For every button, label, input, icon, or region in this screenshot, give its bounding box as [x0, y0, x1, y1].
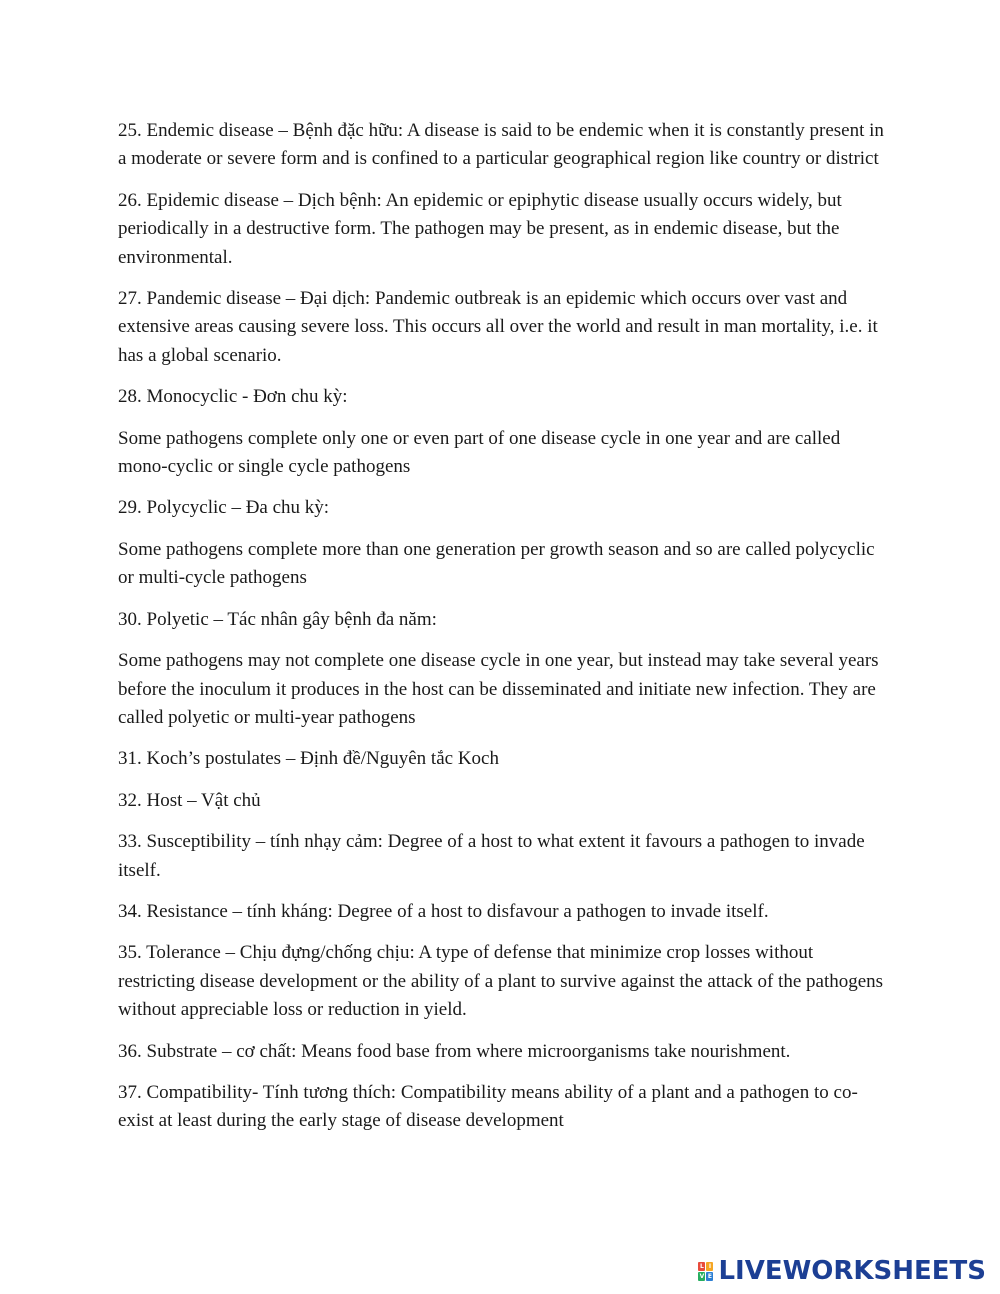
paragraph-29-body: Some pathogens complete more than one generation per growth season and so are called polycyclic or multi-cycle pathogens	[118, 538, 875, 589]
paragraph-37: 37. Compatibility- Tính tương thích: Compatibility means ability of a plant and a pathogen to co-exist at least during the early stage of disease development	[118, 1081, 858, 1132]
paragraph-25: 25. Endemic disease – Bệnh đặc hữu: A disease is said to be endemic when it is constantly present in a moderate or severe form and is confined to a particular geographical region like country or district	[118, 120, 884, 170]
logo-mark-letter: E	[707, 1272, 712, 1280]
logo-mark-letter: L	[700, 1262, 704, 1270]
paragraph-30-body: Some pathogens may not complete one disease cycle in one year, but instead may take several years before the inoculum it produces in the host can be disseminated and initiate new infection. They are called polyetic or multi-year pathogens	[118, 650, 879, 728]
paragraph-31: 31. Koch’s postulates – Định đề/Nguyên tắc Koch	[118, 748, 499, 770]
paragraph-28-body: Some pathogens complete only one or even part of one disease cycle in one year and are called mono-cyclic or single cycle pathogens	[118, 427, 841, 478]
logo-mark-letter: I	[706, 1262, 713, 1271]
liveworksheets-mark-icon	[698, 1262, 713, 1281]
paragraph-28-heading: 28. Monocyclic - Đơn chu kỳ:	[118, 386, 348, 408]
paragraph-29-heading: 29. Polycyclic – Đa chu kỳ:	[118, 497, 330, 519]
paragraph-36: 36. Substrate – cơ chất: Means food base from where microorganisms take nourishment.	[118, 1040, 791, 1062]
paragraph-33: 33. Susceptibility – tính nhạy cảm: Degree of a host to what extent it favours a pathogen to invade itself.	[118, 831, 865, 881]
paragraph-35: 35. Tolerance – Chịu đựng/chống chịu: A type of defense that minimize crop losses without restricting disease development or the ability of a plant to survive against the attack of the pathogens without appreciable loss or reduction in yield.	[118, 942, 884, 1021]
paragraph-26: 26. Epidemic disease – Dịch bệnh: An epidemic or epiphytic disease usually occurs widely, but periodically in a destructive form. The pathogen may be present, as in endemic disease, but the environmental.	[118, 189, 842, 268]
logo-mark-letter: V	[699, 1272, 705, 1280]
paragraph-27: 27. Pandemic disease – Đại dịch: Pandemic outbreak is an epidemic which occurs over vast and extensive areas causing severe loss. This occurs all over the world and result in man mortality, i.e. it has a global scenario.	[118, 288, 878, 366]
document-body	[118, 117, 888, 1149]
paragraph-34: 34. Resistance – tính kháng: Degree of a host to disfavour a pathogen to invade itself.	[118, 900, 769, 922]
paragraph-32: 32. Host – Vật chủ	[118, 789, 261, 811]
paragraph-30-heading: 30. Polyetic – Tác nhân gây bệnh đa năm:	[118, 608, 437, 630]
liveworksheets-logo	[698, 1257, 986, 1285]
logo-wordmark: LIVEWORKSHEETS	[718, 1256, 986, 1286]
